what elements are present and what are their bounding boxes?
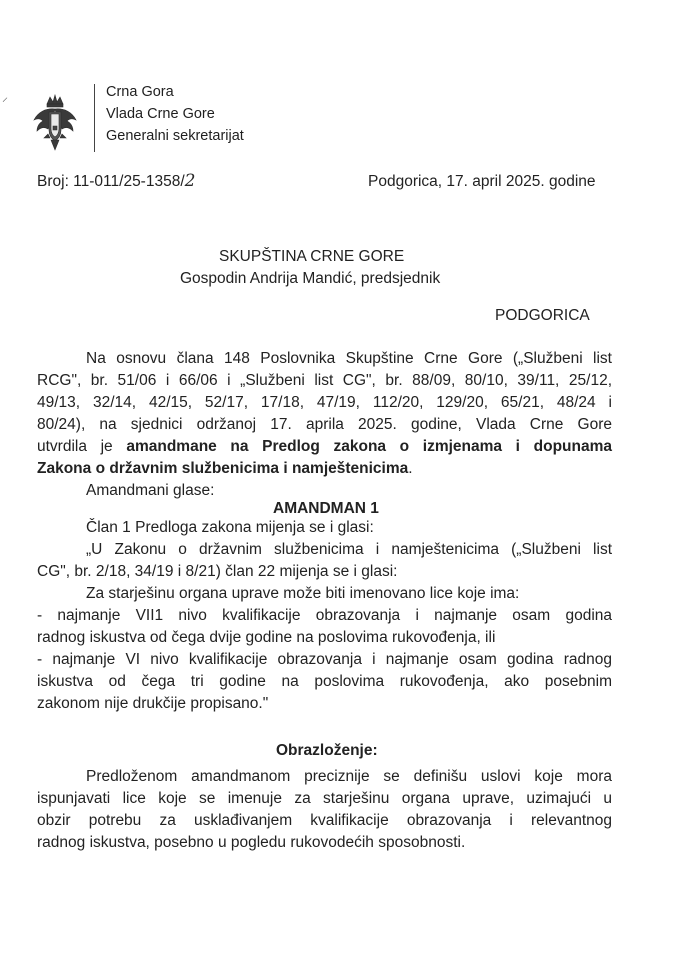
reference-number: [37, 172, 195, 191]
amendment-line-2: „U Zakonu o državnim službenicima i namještenicima („Službeni list: [86, 541, 612, 558]
intro-line-4: 80/24), na sjednici održanoj 17. aprila 2025. godine, Vlada Crne Gore: [37, 416, 612, 433]
explanation-line-3: obzir potrebu za usklađivanjem kvalifikacije obrazovanja i relevantnog: [37, 812, 612, 829]
margin-mark: ⸝: [2, 90, 9, 104]
recipient-city: PODGORICA: [495, 307, 590, 324]
intro-line-5-plain: utvrdila je: [37, 438, 127, 455]
amendment-line-9: zakonom nije drukčije propisano.": [37, 695, 269, 712]
place-and-date: Podgorica, 17. april 2025. godine: [368, 173, 596, 190]
coat-of-arms-emblem: [32, 94, 78, 152]
amendment-line-6: radnog iskustva od čega dvije godine na poslovima rukovođenja, ili: [37, 629, 496, 646]
intro-line-6-end: .: [408, 460, 413, 477]
amendment-line-8: iskustva od čega tri godine na poslovima rukovođenja, ako posebnim: [37, 673, 612, 690]
amendment-line-3: CG", br. 2/18, 34/19 i 8/21) član 22 mijenja se i glasi:: [37, 563, 398, 580]
amendment-line-5: - najmanje VII1 nivo kvalifikacije obrazovanja i najmanje osam godina: [37, 607, 612, 624]
intro-line-5-bold: amandmane na Predlog zakona o izmjenama i dopunama: [126, 438, 612, 455]
handwritten-suffix: 2: [184, 171, 196, 191]
recipient-person: Gospodin Andrija Mandić, predsjednik: [180, 270, 441, 287]
intro-line-6-bold: Zakona o državnim službenicima i namještenicima: [37, 460, 409, 477]
intro-line-1: Na osnovu člana 148 Poslovnika Skupštine Crne Gore („Službeni list: [86, 350, 612, 367]
letterhead-secretariat: Generalni sekretarijat: [106, 128, 244, 144]
intro-line-6: [37, 460, 413, 478]
intro-line-2: RCG", br. 51/06 i 66/06 i „Službeni list CG", br. 88/09, 80/10, 39/11, 25/12,: [37, 372, 612, 389]
explanation-line-2: ispunjavati lice koje se imenuje za starješinu organa uprave, uzimajući u: [37, 790, 612, 807]
recipient-org: SKUPŠTINA CRNE GORE: [219, 248, 405, 265]
explanation-title: Obrazloženje:: [276, 742, 378, 759]
amendment-title: AMANDMAN 1: [273, 500, 379, 517]
amendment-line-4: Za starješinu organa uprave može biti imenovano lice koje ima:: [86, 585, 520, 602]
explanation-line-4: radnog iskustva, posebno u pogledu rukovodećih sposobnosti.: [37, 834, 466, 851]
explanation-line-1: Predloženom amandmanom preciznije se definišu uslovi koje mora: [86, 768, 612, 785]
intro-line-7: Amandmani glase:: [86, 482, 215, 499]
intro-line-5: [37, 438, 612, 456]
letterhead-divider: [94, 84, 95, 152]
letterhead-government: Vlada Crne Gore: [106, 106, 215, 122]
amendment-line-7: - najmanje VI nivo kvalifikacije obrazovanja i najmanje osam godina radnog: [37, 651, 612, 668]
intro-line-3: 49/13, 32/14, 42/15, 52/17, 17/18, 47/19, 112/20, 129/20, 65/21, 48/24 i: [37, 394, 612, 411]
reference-number-text: Broj: 11-011/25-1358/: [37, 173, 185, 190]
letterhead-country: Crna Gora: [106, 84, 174, 100]
amendment-line-1: Član 1 Predloga zakona mijenja se i glasi:: [86, 519, 374, 536]
